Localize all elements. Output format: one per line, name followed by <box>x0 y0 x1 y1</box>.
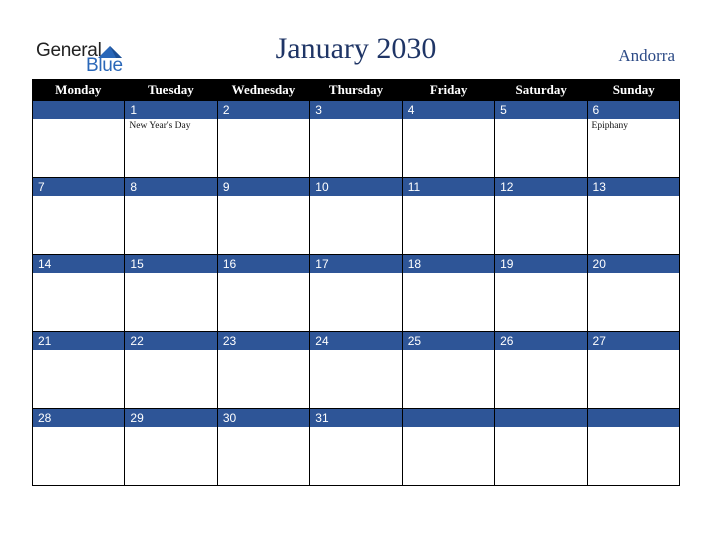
calendar-day-cell <box>218 178 310 255</box>
calendar-day-cell <box>403 332 495 409</box>
day-number: 23 <box>218 332 309 350</box>
day-number: 31 <box>310 409 401 427</box>
day-number: 14 <box>33 255 124 273</box>
logo-text-general: General <box>36 40 102 61</box>
day-number: 26 <box>495 332 586 350</box>
day-number: 27 <box>588 332 679 350</box>
calendar-day-cell <box>495 332 587 409</box>
day-number <box>495 409 586 427</box>
day-number <box>403 409 494 427</box>
calendar-day-cell <box>495 409 587 486</box>
calendar-day-cell <box>495 178 587 255</box>
day-number: 8 <box>125 178 216 196</box>
day-number: 5 <box>495 101 586 119</box>
calendar-day-cell <box>33 178 125 255</box>
country-label: Andorra <box>618 46 675 65</box>
day-number: 15 <box>125 255 216 273</box>
day-number: 10 <box>310 178 401 196</box>
day-number: 11 <box>403 178 494 196</box>
weekday-header: Thursday <box>328 82 384 97</box>
calendar-day-cell <box>403 255 495 332</box>
calendar-day-cell <box>310 178 402 255</box>
day-number: 21 <box>33 332 124 350</box>
day-number: 25 <box>403 332 494 350</box>
calendar-day-cell <box>588 101 680 178</box>
weekday-header: Tuesday <box>147 82 194 97</box>
calendar-day-cell <box>218 255 310 332</box>
calendar-day-cell <box>218 332 310 409</box>
day-number: 7 <box>33 178 124 196</box>
calendar-day-cell <box>310 255 402 332</box>
day-number: 17 <box>310 255 401 273</box>
calendar-day-cell <box>310 332 402 409</box>
weekday-header: Friday <box>429 82 468 97</box>
calendar-day-cell <box>33 101 125 178</box>
calendar-week-row <box>32 255 680 332</box>
calendar-grid <box>32 79 680 487</box>
day-number: 12 <box>495 178 586 196</box>
day-number <box>33 101 124 119</box>
calendar-day-cell <box>403 178 495 255</box>
calendar-day-cell <box>588 178 680 255</box>
day-number: 24 <box>310 332 401 350</box>
calendar-day-cell <box>495 101 587 178</box>
weekday-header: Sunday <box>612 82 655 97</box>
calendar-week-row <box>32 332 680 409</box>
day-number: 13 <box>588 178 679 196</box>
calendar-day-cell <box>218 101 310 178</box>
day-number: 29 <box>125 409 216 427</box>
calendar-day-cell <box>403 409 495 486</box>
day-number: 22 <box>125 332 216 350</box>
calendar-day-cell <box>125 101 217 178</box>
calendar-week-row <box>32 101 680 178</box>
day-number: 6 <box>588 101 679 119</box>
day-number: 16 <box>218 255 309 273</box>
calendar-day-cell <box>403 101 495 178</box>
calendar-day-cell <box>33 332 125 409</box>
holiday-label: New Year's Day <box>129 121 191 131</box>
calendar-day-cell <box>588 332 680 409</box>
calendar-title: January 2030 <box>275 32 437 65</box>
calendar-week-row <box>32 409 680 486</box>
day-number: 9 <box>218 178 309 196</box>
calendar-day-cell <box>588 409 680 486</box>
day-number: 18 <box>403 255 494 273</box>
day-number: 19 <box>495 255 586 273</box>
calendar-day-cell <box>495 255 587 332</box>
day-number: 2 <box>218 101 309 119</box>
day-number: 28 <box>33 409 124 427</box>
calendar-day-cell <box>125 332 217 409</box>
calendar-day-cell <box>125 409 217 486</box>
weekday-header: Saturday <box>515 82 567 97</box>
holiday-label: Epiphany <box>591 121 628 131</box>
calendar-day-cell <box>310 101 402 178</box>
weekday-header-row <box>32 79 680 101</box>
calendar-day-cell <box>218 409 310 486</box>
day-number: 1 <box>125 101 216 119</box>
calendar-day-cell <box>310 409 402 486</box>
calendar-day-cell <box>33 255 125 332</box>
weekday-header: Wednesday <box>231 82 296 97</box>
day-number: 20 <box>588 255 679 273</box>
weekday-header: Monday <box>55 82 102 97</box>
day-number: 3 <box>310 101 401 119</box>
calendar-day-cell <box>33 409 125 486</box>
logo-text-blue: Blue <box>86 55 123 76</box>
day-number <box>588 409 679 427</box>
day-number: 4 <box>403 101 494 119</box>
calendar-day-cell <box>125 178 217 255</box>
calendar-day-cell <box>588 255 680 332</box>
day-number: 30 <box>218 409 309 427</box>
calendar-week-row <box>32 178 680 255</box>
calendar-day-cell <box>125 255 217 332</box>
